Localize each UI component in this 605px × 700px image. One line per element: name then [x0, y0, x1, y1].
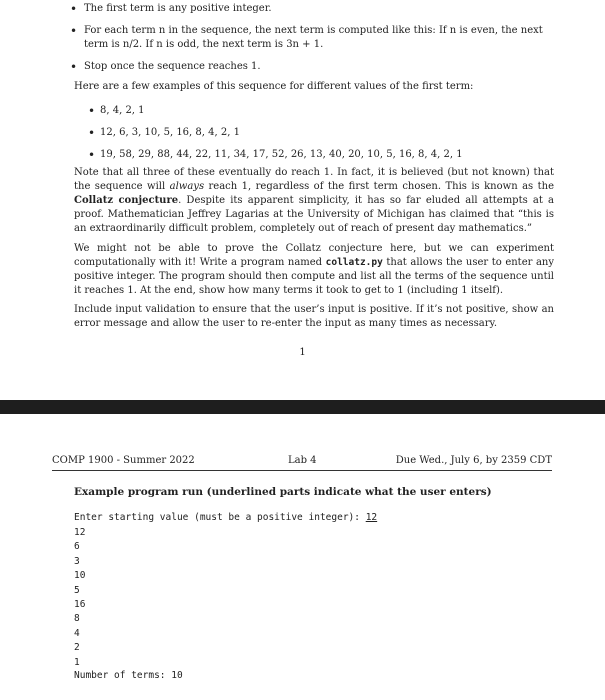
collatz-term: Collatz conjecture — [74, 195, 179, 206]
output-line: 8 — [74, 613, 80, 625]
output-line: 16 — [74, 598, 86, 610]
emphasis-always: always — [169, 181, 205, 192]
page-header — [52, 454, 552, 471]
output-line: 5 — [74, 584, 80, 596]
prove-paragraph: We might not be able to prove the Collatz conjecture here, but we can experiment computationally with it! Write a program named collatz.py that allows the user to enter any positive integer. The program should then compute and list all the terms of the sequence until it reaches 1. At the end, show how many terms it took to get to 1 (including 1 itself). — [74, 243, 554, 296]
example-item: • 12, 6, 3, 10, 5, 16, 8, 4, 2, 1 — [100, 126, 560, 140]
output-line: 4 — [74, 627, 80, 639]
lab-label: Lab 4 — [288, 455, 317, 466]
output-line: 6 — [74, 541, 80, 553]
note-paragraph: Note that all three of these eventually do reach 1. In fact, it is believed (but not known) that the sequence will always reach 1, regardless of the first term chosen. This is known as the Collatz conjecture. Despite its apparent simplicity, it has so far eluded all attempts at a proof. Mathematician Jeffrey Lagarias at the University of Michigan has claimed that “this is an extraordinarily difficult problem, completely out of reach of present day mathematics.” — [74, 167, 554, 234]
page-2 — [0, 414, 605, 700]
rule-item: • Stop once the sequence reaches 1. — [84, 60, 554, 74]
output-line: 2 — [74, 642, 80, 654]
rule-item: • The first term is any positive integer. — [84, 2, 554, 16]
rules-list — [84, 2, 554, 82]
user-input: 12 — [365, 512, 378, 523]
examples-list — [100, 104, 560, 170]
output-line: 3 — [74, 555, 80, 567]
page-number: 1 — [299, 347, 306, 358]
prompt-text: Enter starting value (must be a positive integer): — [74, 512, 366, 523]
filename-code: collatz.py — [325, 257, 383, 268]
terms-count: Number of terms: 10 — [74, 670, 183, 681]
output-list — [74, 526, 85, 670]
output-line: 12 — [74, 527, 86, 538]
examples-intro: Here are a few examples of this sequence for different values of the first term: — [74, 81, 474, 92]
course-label: COMP 1900 - Summer 2022 — [52, 455, 195, 466]
page-divider — [0, 400, 605, 414]
example-item: • 19, 58, 29, 88, 44, 22, 11, 34, 17, 52, 26, 13, 40, 20, 10, 5, 16, 8, 4, 2, 1 — [100, 148, 560, 162]
input-prompt — [74, 512, 377, 523]
output-line: 1 — [74, 656, 80, 668]
example-item: • 8, 4, 2, 1 — [100, 104, 560, 118]
due-label: Due Wed., July 6, by 2359 CDT — [395, 455, 552, 466]
example-run-title: Example program run (underlined parts indicate what the user enters) — [74, 486, 492, 498]
rule-item: • For each term n in the sequence, the next term is computed like this: If n is even, the next term is n/2. If n is odd, the next term is 3n + 1. — [84, 24, 554, 52]
validation-paragraph: Include input validation to ensure that the user’s input is positive. If it’s not positive, show an error message and allow the user to re-enter the input as many times as necessary. — [74, 304, 554, 329]
output-line: 10 — [74, 570, 86, 582]
